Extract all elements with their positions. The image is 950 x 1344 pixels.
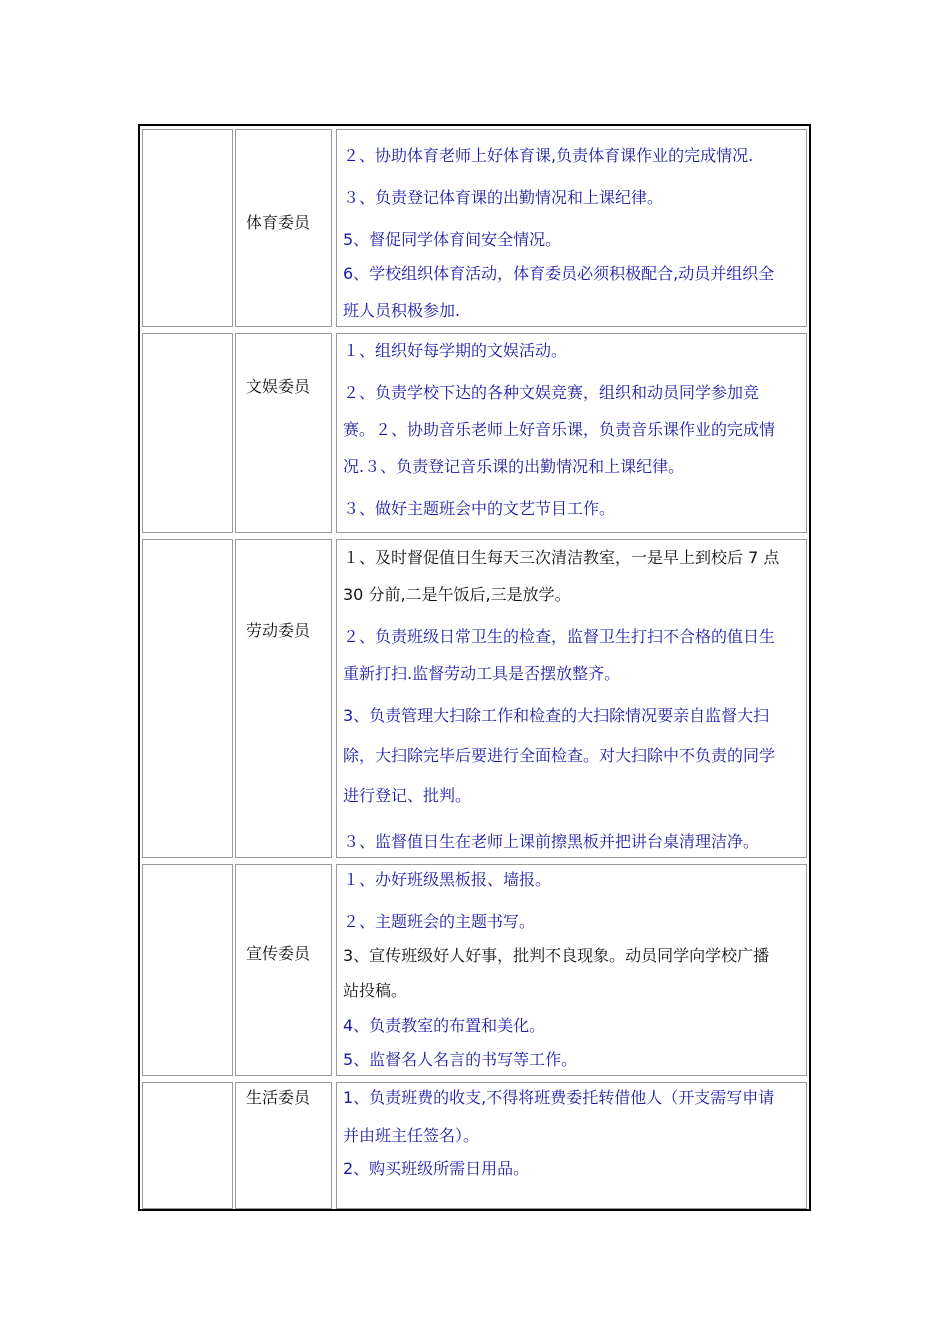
- duty-line: 6、学校组织体育活动，体育委员必须积极配合,动员并组织全: [343, 264, 775, 283]
- duty-line: 重新打扫.监督劳动工具是否摆放整齐。: [343, 664, 621, 683]
- duty-line: １、办好班级黑板报、墙报。: [343, 870, 552, 889]
- duty-line: 30 分前,二是午饭后,三是放学。: [343, 585, 571, 604]
- duty-line: ２、负责班级日常卫生的检查，监督卫生打扫不合格的值日生: [343, 627, 776, 646]
- duty-line: 站投稿。: [343, 981, 408, 1000]
- role-cell: [235, 539, 332, 858]
- duty-line: 2、购买班级所需日用品。: [343, 1159, 530, 1178]
- duty-line: 进行登记、批判。: [343, 786, 472, 805]
- blank-cell: [142, 333, 233, 533]
- blank-cell: [142, 1082, 233, 1209]
- blank-cell: [142, 864, 233, 1076]
- committee-duties-table: [138, 124, 811, 1211]
- role-cell: [235, 333, 332, 533]
- role-label: 生活委员: [246, 1088, 311, 1107]
- role-label: 文娱委员: [246, 377, 311, 396]
- duty-line: 除，大扫除完毕后要进行全面检查。对大扫除中不负责的同学: [343, 746, 776, 765]
- duty-line: ２、主题班会的主题书写。: [343, 912, 536, 931]
- role-label: 劳动委员: [246, 621, 311, 640]
- duty-line: 班人员积极参加.: [343, 301, 461, 320]
- table-row: [140, 126, 809, 330]
- role-cell: [235, 1082, 332, 1209]
- duty-line: 况.３、负责登记音乐课的出勤情况和上课纪律。: [343, 457, 685, 476]
- duties-cell: [336, 539, 807, 858]
- duties-cell: [336, 1082, 807, 1209]
- duty-line: 1、负责班费的收支,不得将班费委托转借他人（开支需写申请: [343, 1088, 775, 1107]
- table-row: [140, 861, 809, 1079]
- duty-line: 5、督促同学体育间安全情况。: [343, 230, 562, 249]
- role-label: 宣传委员: [246, 944, 311, 963]
- table-row: [140, 330, 809, 536]
- duty-line: ３、做好主题班会中的文艺节目工作。: [343, 499, 616, 518]
- duty-line: １、及时督促值日生每天三次清洁教室，一是早上到校后 7 点: [343, 548, 780, 567]
- duty-line: 并由班主任签名）。: [343, 1126, 480, 1145]
- duties-cell: [336, 333, 807, 533]
- duty-line: ２、负责学校下达的各种文娱竞赛，组织和动员同学参加竞: [343, 383, 760, 402]
- duties-cell: [336, 129, 807, 327]
- table-row: [140, 1079, 809, 1209]
- duty-line: 4、负责教室的布置和美化。: [343, 1016, 546, 1035]
- duty-line: 3、宣传班级好人好事，批判不良现象。动员同学向学校广播: [343, 946, 770, 965]
- duty-line: 5、监督名人名言的书写等工作。: [343, 1050, 578, 1069]
- blank-cell: [142, 129, 233, 327]
- table-row: [140, 536, 809, 861]
- duty-line: ３、负责登记体育课的出勤情况和上课纪律。: [343, 188, 664, 207]
- role-cell: [235, 864, 332, 1076]
- duty-line: ３、监督值日生在老师上课前擦黑板并把讲台桌清理洁净。: [343, 832, 760, 851]
- duty-line: ２、协助体育老师上好体育课,负责体育课作业的完成情况.: [343, 146, 754, 165]
- duty-line: １、组织好每学期的文娱活动。: [343, 341, 568, 360]
- duties-cell: [336, 864, 807, 1076]
- role-cell: [235, 129, 332, 327]
- role-label: 体育委员: [246, 213, 311, 232]
- duty-line: 3、负责管理大扫除工作和检查的大扫除情况要亲自监督大扫: [343, 706, 770, 725]
- duty-line: 赛。２、协助音乐老师上好音乐课，负责音乐课作业的完成情: [343, 420, 776, 439]
- blank-cell: [142, 539, 233, 858]
